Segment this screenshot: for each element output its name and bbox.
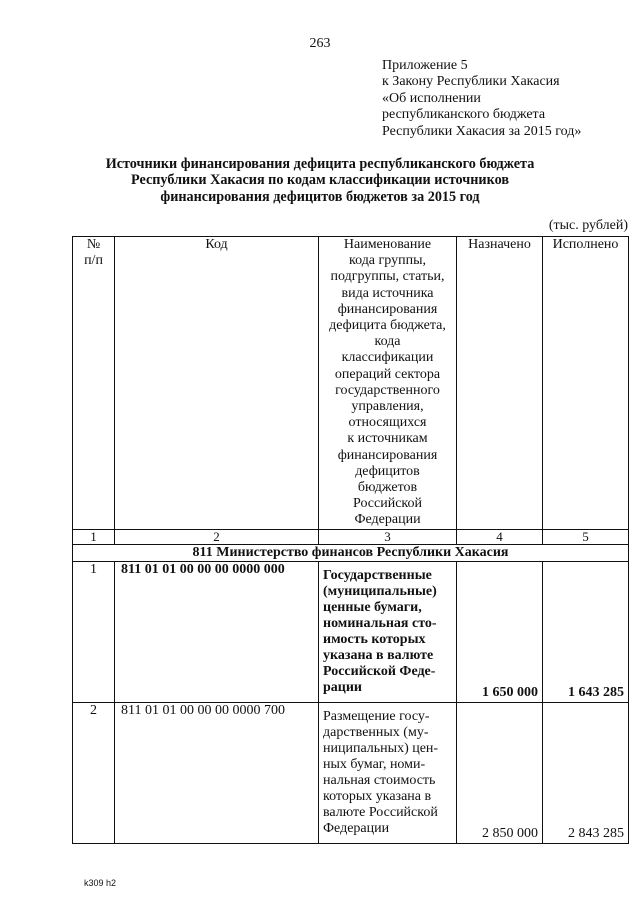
row-name-line: валюте Российской bbox=[323, 804, 438, 820]
row-name-line: Государственные bbox=[323, 567, 432, 583]
row-name-line: имость которых bbox=[323, 631, 426, 647]
row-name-line: которых указана в bbox=[323, 788, 432, 804]
row-num: 2 bbox=[73, 702, 115, 843]
column-number: 4 bbox=[457, 529, 543, 544]
header-name-line: Наименование bbox=[343, 237, 432, 252]
column-number: 1 bbox=[73, 529, 115, 544]
header-name-line: бюджетов bbox=[357, 480, 418, 496]
row-executed: 2 843 285 bbox=[543, 702, 629, 843]
title-line: финансирования дефицитов бюджетов за 2015 год bbox=[160, 188, 480, 205]
financing-table bbox=[72, 236, 629, 844]
row-name-line: ных бумаг, номи- bbox=[323, 756, 426, 772]
header-name-line: кода bbox=[374, 334, 401, 350]
column-number: 5 bbox=[543, 529, 629, 544]
column-number: 3 bbox=[319, 529, 457, 544]
row-name bbox=[319, 561, 457, 702]
header-num-line: № bbox=[86, 237, 101, 252]
units-label: (тыс. рублей) bbox=[548, 218, 628, 233]
title-line: Республики Хакасия по кодам классификации источников bbox=[131, 172, 509, 189]
row-name-line: номинальная сто- bbox=[323, 615, 437, 631]
header-name-line: относящихся bbox=[348, 415, 427, 431]
header-name bbox=[319, 237, 457, 530]
header-name-line: дефицита бюджета, bbox=[329, 318, 446, 334]
row-name-line: (муниципальные) bbox=[323, 583, 437, 599]
section-row bbox=[73, 544, 629, 561]
appendix-line: Республики Хакасия за 2015 год» bbox=[382, 123, 582, 139]
section-title: 811 Министерство финансов Республики Хакасия bbox=[73, 544, 629, 561]
header-name-line: финансирования bbox=[337, 447, 438, 463]
header-name-line: Российской bbox=[353, 496, 422, 512]
header-num-line: п/п bbox=[84, 253, 103, 268]
header-name-line: кода группы, bbox=[349, 253, 426, 269]
header-name-line: управления, bbox=[351, 399, 424, 415]
footer-code: k309 h2 bbox=[84, 878, 117, 888]
row-name-line: рации bbox=[323, 679, 362, 695]
header-code: Код bbox=[115, 237, 319, 530]
page-number: 263 bbox=[309, 36, 331, 51]
table-row bbox=[73, 702, 629, 843]
row-assigned: 2 850 000 bbox=[457, 702, 543, 843]
title-line: Источники финансирования дефицита республиканского бюджета bbox=[105, 156, 535, 172]
row-name-line: Федерации bbox=[323, 820, 390, 836]
header-name-line: классификации bbox=[341, 350, 434, 366]
header-name-line: дефицитов bbox=[355, 463, 420, 479]
table-header-row bbox=[73, 237, 629, 530]
header-name-line: к источникам bbox=[347, 431, 428, 447]
row-name-line: Российской Феде- bbox=[323, 663, 436, 679]
header-name-line: операций сектора bbox=[334, 366, 441, 382]
row-name-line: указана в валюте bbox=[323, 647, 434, 663]
appendix-block bbox=[382, 58, 632, 140]
header-name-line: финансирования bbox=[337, 301, 438, 317]
row-name-line: Размещение госу- bbox=[323, 708, 430, 724]
header-num bbox=[73, 237, 115, 530]
header-assigned: Назначено bbox=[457, 237, 543, 530]
row-name-line: нальная стоимость bbox=[323, 772, 436, 788]
column-number: 2 bbox=[115, 529, 319, 544]
row-assigned: 1 650 000 bbox=[457, 561, 543, 702]
header-name-line: Федерации bbox=[354, 512, 421, 528]
header-name-line: государственного bbox=[335, 382, 440, 398]
header-name-line: вида источника bbox=[341, 285, 434, 301]
row-num: 1 bbox=[73, 561, 115, 702]
row-name bbox=[319, 702, 457, 843]
appendix-line: «Об исполнении bbox=[382, 90, 481, 106]
appendix-line: Приложение 5 bbox=[382, 58, 468, 73]
row-name-line: дарственных (му- bbox=[323, 724, 429, 740]
header-executed: Исполнено bbox=[543, 237, 629, 530]
column-number-row bbox=[73, 529, 629, 544]
table-row bbox=[73, 561, 629, 702]
document-title bbox=[90, 156, 550, 205]
row-name-line: ценные бумаги, bbox=[323, 599, 422, 615]
row-name-line: ниципальных) цен- bbox=[323, 740, 439, 756]
row-executed: 1 643 285 bbox=[543, 561, 629, 702]
appendix-line: к Закону Республики Хакасия bbox=[382, 74, 560, 90]
header-name-line: подгруппы, статьи, bbox=[330, 269, 445, 285]
row-code: 811 01 01 00 00 00 0000 700 bbox=[115, 702, 319, 843]
row-code: 811 01 01 00 00 00 0000 000 bbox=[115, 561, 319, 702]
appendix-line: республиканского бюджета bbox=[382, 107, 546, 123]
